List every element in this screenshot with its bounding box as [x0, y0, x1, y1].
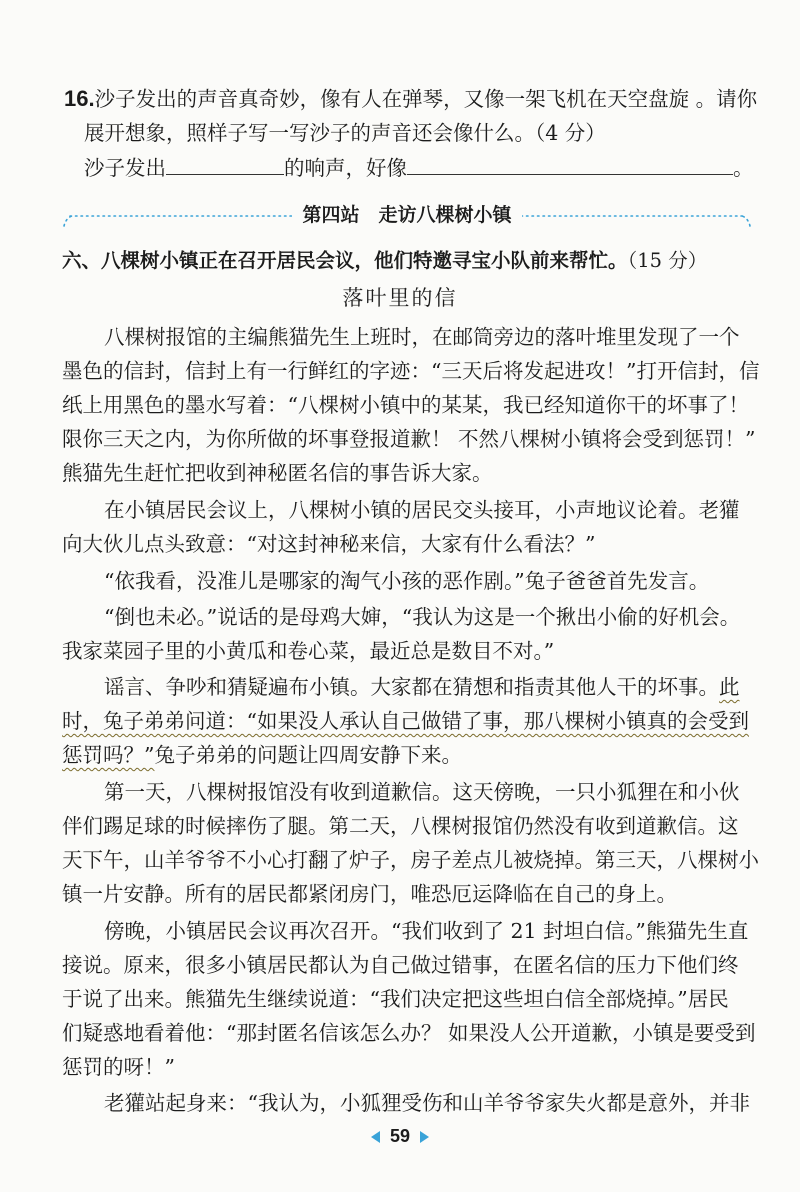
story-line: 向大伙儿点头致意：“对这封神秘来信，大家有什么看法？” [62, 532, 596, 556]
story-line: 伴们踢足球的时候摔伤了腿。第二天，八棵树报馆仍然没有收到道歉信。这 [62, 814, 739, 838]
story-line: 纸上用黑色的墨水写着：“八棵树小镇中的某某，我已经知道你干的坏事了！ [62, 393, 749, 417]
page-number: 59 [0, 1126, 800, 1147]
story-line: 傍晚，小镇居民会议再次召开。“我们收到了 21 封坦白信。”熊猫先生直 [104, 919, 749, 943]
story-line: 谣言、争吵和猜疑遍布小镇。大家都在猜想和指责其他人干的坏事。此 [104, 675, 740, 699]
story-line: 天下午，山羊爷爷不小心打翻了炉子，房子差点儿被烧掉。第三天，八棵树小 [62, 848, 759, 872]
story-line: 第一天，八棵树报馆没有收到道歉信。这天傍晚，一只小狐狸在和小伙 [104, 780, 740, 804]
story-line: 惩罚的呀！” [62, 1055, 175, 1079]
question-16-line-2: 展开想象，照样子写一写沙子的声音还会像什么。（4 分） [84, 121, 606, 145]
question-16-fill-line: 沙子发出 的响声，好像 。 [84, 156, 754, 180]
part-six-heading: 六、八棵树小镇正在召开居民会议，他们特邀寻宝小队前来帮忙。（15 分） [62, 249, 708, 272]
story-line: 惩罚吗？”兔子弟弟的问题让四周安静下来。 [62, 743, 462, 767]
story-line: 限你三天之内，为你所做的坏事登报道歉！ 不然八棵树小镇将会受到惩罚！” [62, 427, 756, 451]
story-line [62, 706, 749, 736]
story-line: 镇一片安静。所有的居民都紧闭房门，唯恐厄运降临在自己的身上。 [62, 882, 677, 906]
triangle-right-icon [420, 1131, 429, 1143]
wavy-underlined-text: 此 [719, 675, 740, 699]
story-line: 于说了出来。熊猫先生继续说道：“我们决定把这些坦白信全部烧掉。”居民 [62, 987, 729, 1011]
story-title: 落叶里的信 [342, 286, 458, 310]
story-line: 八棵树报馆的主编熊猫先生上班时，在邮筒旁边的落叶堆里发现了一个 [104, 325, 740, 349]
question-16-line-1: 16.沙子发出的声音真奇妙，像有人在弹琴，又像一架飞机在天空盘旋 。请你 [64, 86, 758, 111]
story-line: 们疑惑地看着他：“那封匿名信该怎么办？ 如果没人公开道歉，小镇是要受到 [62, 1021, 756, 1045]
question-number: 16. [64, 86, 95, 111]
triangle-left-icon [371, 1131, 380, 1143]
story-line: “依我看，没准儿是哪家的淘气小孩的恶作剧。”兔子爸爸首先发言。 [104, 569, 710, 593]
section-title: 第四站 走访八棵树小镇 [62, 200, 752, 227]
section-header [62, 196, 752, 236]
story-line: “倒也未必。”说话的是母鸡大婶，“我认为这是一个揪出小偷的好机会。 [104, 605, 741, 629]
wavy-underlined-text: 惩罚吗？” [62, 743, 155, 767]
answer-blank-1[interactable] [166, 156, 284, 175]
story-line: 熊猫先生赶忙把收到神秘匿名信的事告诉大家。 [62, 461, 493, 485]
answer-blank-2[interactable] [407, 156, 733, 175]
story-line: 墨色的信封，信封上有一行鲜红的字迹：“三天后将发起进攻！”打开信封，信 [62, 359, 760, 383]
story-line: 老獾站起身来：“我认为，小狐狸受伤和山羊爷爷家失火都是意外，并非 [104, 1091, 750, 1115]
story-line: 我家菜园子里的小黄瓜和卷心菜，最近总是数目不对。” [62, 639, 555, 663]
story-line: 在小镇居民会议上，八棵树小镇的居民交头接耳，小声地议论着。老獾 [104, 498, 740, 522]
story-line: 接说。原来，很多小镇居民都认为自己做过错事，在匿名信的压力下他们终 [62, 953, 739, 977]
wavy-underlined-text: 时，兔子弟弟问道：“如果没人承认自己做错了事，那八棵树小镇真的会受到 [62, 709, 749, 733]
